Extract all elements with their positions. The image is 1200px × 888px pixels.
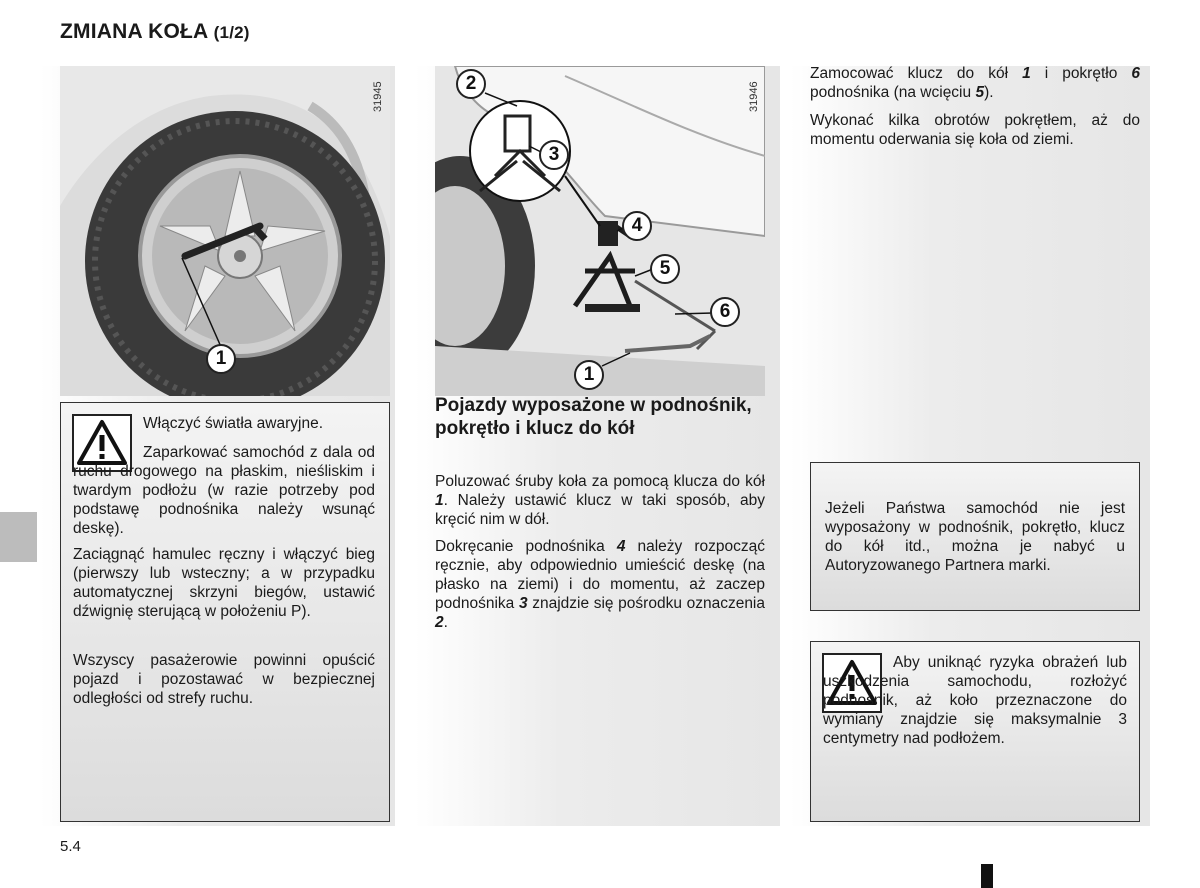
right-para-1-ref-1: 1 [1022, 65, 1031, 82]
figure-jack [435, 66, 765, 396]
figure-middle-callout-3: 3 [539, 140, 569, 170]
figure-middle-callout-5: 5 [650, 254, 680, 284]
right-para-1-c: podnośnika (na wcięciu [810, 84, 976, 101]
middle-para-2-ref-3: 3 [518, 595, 528, 612]
middle-para-2 [435, 537, 765, 632]
figure-wheel-wrench [60, 66, 390, 396]
info-box-text: Jeżeli Państwa samochód nie jest wyposażony w podnośnik, pokrętło, klucz do kół itd., można je nabyć u Autoryzowanego Partnera marki. [825, 500, 1125, 574]
figure-left-number: 31945 [372, 81, 384, 112]
warning-left-para-4: Wszyscy pasażerowie powinni opuścić pojazd i pozostawać w bezpiecznej odległości od strefy ruchu. [73, 652, 375, 707]
right-para-1-a: Zamocować klucz do kół [810, 65, 1023, 82]
warning-box-safety [60, 402, 390, 822]
page-title [60, 20, 250, 44]
right-para-1 [810, 64, 1140, 102]
warning-left-para-1: Włączyć światła awaryjne. [143, 415, 324, 432]
figure-middle-callout-6: 6 [710, 297, 740, 327]
figure-middle-callout-4: 4 [622, 211, 652, 241]
middle-para-1-ref-1: 1 [435, 492, 444, 509]
section-heading: Pojazdy wyposażone w podnośnik, pokrętło i klucz do kół [435, 395, 752, 439]
middle-para-2-ref-4: 4 [616, 538, 626, 555]
page-number: 5.4 [60, 838, 81, 855]
figure-middle-number: 31946 [748, 81, 760, 112]
jack-illustration [435, 66, 765, 396]
middle-para-2-d: . [443, 614, 448, 631]
middle-para-2-b: należy rozpocząć ręcznie, aby odpowiednio umieścić deskę (na płasko na ziemi) i do momentu, aż zaczep podnośnika [435, 538, 765, 612]
middle-para-1-b: . Należy ustawić klucz w taki sposób, aby kręcić nim w dół. [435, 492, 765, 528]
page-edge-marker [981, 864, 993, 888]
warning-left-para-2: Zaparkować samochód z dala od ruchu drogowego na płaskim, nieśliskim i twardym podłożu (w razie potrzeby pod podstawę podnośnika należy wsunąć deskę). [73, 444, 375, 537]
page-title-main: ZMIANA KOŁA [60, 20, 208, 43]
warning-right-text: Aby uniknąć ryzyka obrażeń lub uszkodzenia samochodu, rozłożyć podnośnik, aż koło przeznaczone do wymiany znajdzie się maksymalnie 3 centymetry nad podłożem. [823, 654, 1127, 747]
middle-para-1 [435, 472, 765, 529]
middle-para-2-c: znajdzie się pośrodku oznaczenia [527, 595, 765, 612]
right-para-1-ref-5: 5 [975, 84, 985, 101]
warning-left-para-3: Zaciągnąć hamulec ręczny i włączyć bieg (pierwszy lub wsteczny; a w przypadku automatycznej skrzyni biegów, ustawić dźwignię sterującą w położeniu P). [73, 546, 375, 620]
chapter-thumb-tab [0, 512, 37, 562]
figure-left-callout-1: 1 [206, 344, 236, 374]
page-title-sub: (1/2) [213, 23, 250, 42]
figure-middle-callout-1: 1 [574, 360, 604, 390]
figure-middle-callout-2: 2 [456, 69, 486, 99]
right-para-1-ref-6: 6 [1131, 65, 1140, 82]
right-para-2: Wykonać kilka obrotów pokrętłem, aż do momentu oderwania się koła od ziemi. [810, 112, 1140, 148]
right-para-1-b: i pokrętło [1030, 65, 1132, 82]
middle-para-1-a: Poluzować śruby koła za pomocą klucza do kół [435, 473, 765, 490]
warning-box-jack [810, 641, 1140, 822]
middle-para-2-ref-2: 2 [435, 614, 444, 631]
middle-para-2-a: Dokręcanie podnośnika [435, 538, 617, 555]
info-box-equipment [810, 462, 1140, 611]
right-para-1-d: ). [984, 84, 994, 101]
